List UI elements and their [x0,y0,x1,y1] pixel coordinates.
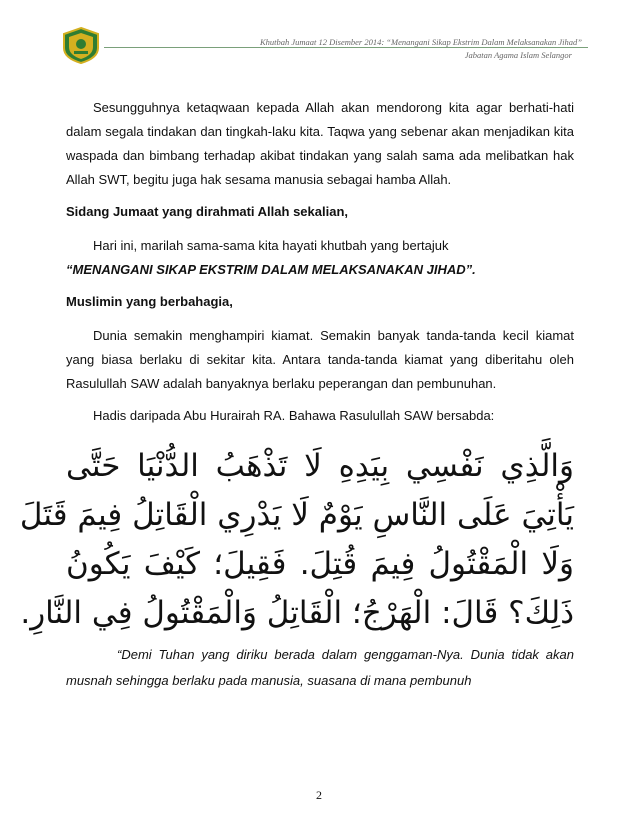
jais-emblem-icon [60,26,102,64]
paragraph-4: Hadis daripada Abu Hurairah RA. Bahawa Rasulullah SAW bersabda: [93,408,495,423]
paragraph-1: Sesungguhnya ketaqwaan kepada Allah akan mendorong kita agar berhati-hati dalam segala tindakan dan tingkah-laku kita. Taqwa yang sebenar akan menjadikan kita waspada dan bimbang terhadap akibat tindakan yang salah sama ada melibatkan hak Allah SWT, begitu juga hak sesama manusia sebagai hamba Allah. [66,100,574,187]
arabic-line-2: يَأْتِيَ عَلَى النَّاسِ يَوْمٌ لَا يَدْرِي الْقَاتِلُ فِيمَ قَتَلَ [19,497,574,533]
khutbah-title: “MENANGANI SIKAP EKSTRIM DALAM MELAKSANAKAN JIHAD”. [66,262,476,277]
header-title: Khutbah Jumaat 12 Disember 2014: “Menangani Sikap Ekstrim Dalam Melaksanakan Jihad” [259,37,582,47]
hadith-translation: “Demi Tuhan yang diriku berada dalam genggaman-Nya. Dunia tidak akan musnah sehingga berlaku pada manusia, suasana di mana pembunuh [66,647,574,688]
arabic-line-4: ذَلِكَ؟ قَالَ: الْهَرْجُ؛ الْقَاتِلُ وَالْمَقْتُولُ فِي النَّارِ. [20,595,574,631]
document-body [19,96,574,694]
paragraph-2: Hari ini, marilah sama-sama kita hayati khutbah yang bertajuk [93,238,449,253]
arabic-line-1: وَالَّذِي نَفْسِي بِيَدِهِ لَا تَذْهَبُ الدُّنْيَا حَتَّى [66,448,574,484]
header-subtitle: Jabatan Agama Islam Selangor [464,50,572,60]
header-rule [104,47,588,48]
page-number: 2 [316,788,322,802]
heading-sidang: Sidang Jumaat yang dirahmati Allah sekalian, [66,204,348,219]
paragraph-3: Dunia semakin menghampiri kiamat. Semakin banyak tanda-tanda kecil kiamat yang biasa berlaku di sekitar kita. Antara tanda-tanda kiamat yang diberitahu oleh Rasulullah SAW adalah banyaknya berlaku peperangan dan pembunuhan. [66,328,574,391]
hadith-arabic [19,442,574,638]
heading-muslimin: Muslimin yang berbahagia, [66,294,233,309]
arabic-line-3: وَلَا الْمَقْتُولُ فِيمَ قُتِلَ. فَقِيلَ؛ كَيْفَ يَكُونُ [66,546,574,582]
